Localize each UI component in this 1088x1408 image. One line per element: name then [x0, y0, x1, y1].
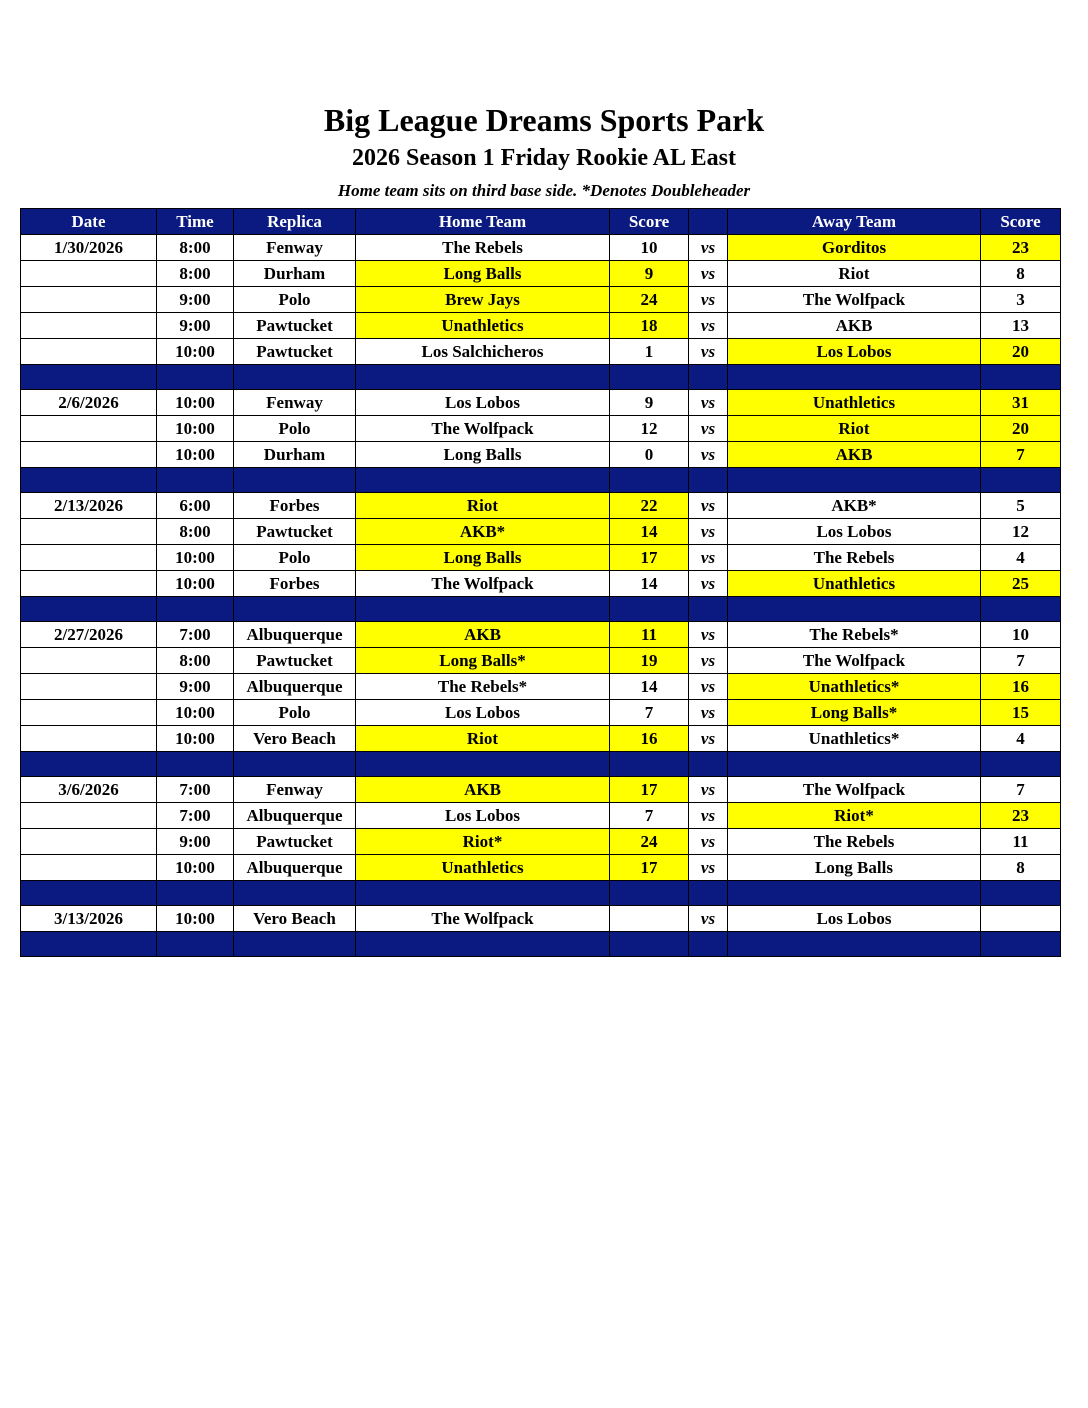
- replica-cell: Polo: [234, 700, 356, 726]
- table-row: [21, 700, 1061, 726]
- separator-cell: [356, 752, 610, 777]
- home-team-cell: AKB*: [356, 519, 610, 545]
- home-score-cell: 9: [610, 261, 689, 287]
- col-header-vs: [689, 209, 728, 235]
- separator-cell: [356, 365, 610, 390]
- away-score-cell: 23: [981, 803, 1061, 829]
- away-score-cell: 4: [981, 726, 1061, 752]
- away-team-cell: The Wolfpack: [728, 777, 981, 803]
- separator-row: [21, 932, 1061, 957]
- time-cell: 9:00: [157, 313, 234, 339]
- vs-cell: vs: [689, 519, 728, 545]
- date-cell: [21, 726, 157, 752]
- table-row: [21, 519, 1061, 545]
- separator-cell: [610, 365, 689, 390]
- table-row: [21, 803, 1061, 829]
- away-team-cell: Gorditos: [728, 235, 981, 261]
- date-cell: [21, 829, 157, 855]
- home-score-cell: 9: [610, 390, 689, 416]
- separator-cell: [981, 932, 1061, 957]
- time-cell: 7:00: [157, 622, 234, 648]
- home-team-cell: Long Balls: [356, 261, 610, 287]
- vs-cell: vs: [689, 726, 728, 752]
- vs-cell: vs: [689, 442, 728, 468]
- away-team-cell: Unathletics*: [728, 726, 981, 752]
- away-score-cell: 4: [981, 545, 1061, 571]
- replica-cell: Albuquerque: [234, 803, 356, 829]
- replica-cell: Forbes: [234, 493, 356, 519]
- home-team-cell: Long Balls: [356, 545, 610, 571]
- date-cell: [21, 519, 157, 545]
- separator-cell: [689, 932, 728, 957]
- replica-cell: Polo: [234, 545, 356, 571]
- separator-row: [21, 752, 1061, 777]
- home-score-cell: [610, 906, 689, 932]
- separator-cell: [157, 932, 234, 957]
- separator-cell: [981, 752, 1061, 777]
- date-cell: [21, 442, 157, 468]
- table-row: [21, 339, 1061, 365]
- time-cell: 7:00: [157, 777, 234, 803]
- schedule-body: [21, 235, 1061, 957]
- time-cell: 10:00: [157, 416, 234, 442]
- vs-cell: vs: [689, 700, 728, 726]
- away-score-cell: 7: [981, 442, 1061, 468]
- away-score-cell: 8: [981, 261, 1061, 287]
- separator-cell: [689, 365, 728, 390]
- home-score-cell: 22: [610, 493, 689, 519]
- vs-cell: vs: [689, 829, 728, 855]
- vs-cell: vs: [689, 571, 728, 597]
- table-row: [21, 313, 1061, 339]
- away-score-cell: 10: [981, 622, 1061, 648]
- date-cell: 3/6/2026: [21, 777, 157, 803]
- replica-cell: Pawtucket: [234, 339, 356, 365]
- separator-cell: [689, 468, 728, 493]
- away-team-cell: AKB: [728, 313, 981, 339]
- separator-cell: [21, 932, 157, 957]
- away-score-cell: 3: [981, 287, 1061, 313]
- away-score-cell: 16: [981, 674, 1061, 700]
- table-row: [21, 571, 1061, 597]
- time-cell: 6:00: [157, 493, 234, 519]
- replica-cell: Fenway: [234, 235, 356, 261]
- replica-cell: Fenway: [234, 777, 356, 803]
- separator-cell: [157, 365, 234, 390]
- table-row: [21, 416, 1061, 442]
- away-team-cell: Los Lobos: [728, 339, 981, 365]
- home-team-cell: Los Lobos: [356, 390, 610, 416]
- date-cell: [21, 416, 157, 442]
- separator-cell: [234, 932, 356, 957]
- home-score-cell: 24: [610, 829, 689, 855]
- table-row: [21, 855, 1061, 881]
- vs-cell: vs: [689, 235, 728, 261]
- separator-cell: [21, 881, 157, 906]
- col-header-away-team: Away Team: [728, 209, 981, 235]
- replica-cell: Vero Beach: [234, 726, 356, 752]
- home-score-cell: 18: [610, 313, 689, 339]
- home-team-cell: The Wolfpack: [356, 416, 610, 442]
- table-row: [21, 493, 1061, 519]
- date-cell: 2/27/2026: [21, 622, 157, 648]
- away-score-cell: 15: [981, 700, 1061, 726]
- separator-cell: [981, 881, 1061, 906]
- replica-cell: Polo: [234, 287, 356, 313]
- col-header-time: Time: [157, 209, 234, 235]
- separator-cell: [21, 468, 157, 493]
- replica-cell: Durham: [234, 261, 356, 287]
- away-score-cell: 8: [981, 855, 1061, 881]
- separator-cell: [728, 597, 981, 622]
- date-cell: 2/6/2026: [21, 390, 157, 416]
- separator-cell: [689, 881, 728, 906]
- col-header-home-score: Score: [610, 209, 689, 235]
- separator-row: [21, 365, 1061, 390]
- away-team-cell: Long Balls: [728, 855, 981, 881]
- away-team-cell: Riot: [728, 261, 981, 287]
- home-score-cell: 1: [610, 339, 689, 365]
- away-team-cell: The Rebels: [728, 829, 981, 855]
- date-cell: [21, 545, 157, 571]
- separator-cell: [610, 468, 689, 493]
- away-team-cell: The Rebels: [728, 545, 981, 571]
- time-cell: 10:00: [157, 571, 234, 597]
- home-team-cell: Brew Jays: [356, 287, 610, 313]
- separator-cell: [728, 932, 981, 957]
- time-cell: 7:00: [157, 803, 234, 829]
- date-cell: 2/13/2026: [21, 493, 157, 519]
- date-cell: [21, 803, 157, 829]
- separator-cell: [356, 597, 610, 622]
- away-team-cell: AKB*: [728, 493, 981, 519]
- table-row: [21, 390, 1061, 416]
- separator-cell: [21, 365, 157, 390]
- home-team-cell: Long Balls: [356, 442, 610, 468]
- table-row: [21, 829, 1061, 855]
- time-cell: 8:00: [157, 261, 234, 287]
- home-score-cell: 14: [610, 674, 689, 700]
- home-team-cell: The Rebels*: [356, 674, 610, 700]
- table-row: [21, 545, 1061, 571]
- date-cell: [21, 674, 157, 700]
- col-header-away-score: Score: [981, 209, 1061, 235]
- home-team-cell: Los Lobos: [356, 803, 610, 829]
- col-header-replica: Replica: [234, 209, 356, 235]
- replica-cell: Polo: [234, 416, 356, 442]
- vs-cell: vs: [689, 622, 728, 648]
- separator-cell: [157, 468, 234, 493]
- home-score-cell: 14: [610, 519, 689, 545]
- replica-cell: Albuquerque: [234, 855, 356, 881]
- replica-cell: Pawtucket: [234, 519, 356, 545]
- page-title: Big League Dreams Sports Park: [323, 102, 765, 138]
- separator-cell: [689, 597, 728, 622]
- away-score-cell: 31: [981, 390, 1061, 416]
- time-cell: 10:00: [157, 545, 234, 571]
- separator-cell: [728, 752, 981, 777]
- separator-cell: [234, 597, 356, 622]
- home-team-cell: The Wolfpack: [356, 571, 610, 597]
- replica-cell: Albuquerque: [234, 674, 356, 700]
- home-score-cell: 16: [610, 726, 689, 752]
- separator-cell: [157, 597, 234, 622]
- replica-cell: Pawtucket: [234, 829, 356, 855]
- away-score-cell: 7: [981, 648, 1061, 674]
- home-score-cell: 7: [610, 803, 689, 829]
- home-score-cell: 14: [610, 571, 689, 597]
- separator-cell: [610, 597, 689, 622]
- away-score-cell: [981, 906, 1061, 932]
- separator-cell: [981, 468, 1061, 493]
- away-team-cell: Los Lobos: [728, 906, 981, 932]
- separator-cell: [728, 881, 981, 906]
- date-cell: [21, 571, 157, 597]
- away-score-cell: 13: [981, 313, 1061, 339]
- vs-cell: vs: [689, 906, 728, 932]
- home-team-cell: AKB: [356, 777, 610, 803]
- away-score-cell: 25: [981, 571, 1061, 597]
- separator-cell: [981, 597, 1061, 622]
- separator-cell: [234, 881, 356, 906]
- home-team-cell: The Wolfpack: [356, 906, 610, 932]
- col-header-home-team: Home Team: [356, 209, 610, 235]
- table-row: [21, 287, 1061, 313]
- table-row: [21, 726, 1061, 752]
- date-cell: [21, 261, 157, 287]
- replica-cell: Pawtucket: [234, 313, 356, 339]
- separator-cell: [157, 752, 234, 777]
- home-score-cell: 24: [610, 287, 689, 313]
- away-team-cell: Unathletics: [728, 571, 981, 597]
- away-score-cell: 20: [981, 416, 1061, 442]
- date-cell: [21, 287, 157, 313]
- separator-row: [21, 881, 1061, 906]
- away-score-cell: 7: [981, 777, 1061, 803]
- separator-cell: [234, 468, 356, 493]
- home-team-cell: The Rebels: [356, 235, 610, 261]
- replica-cell: Vero Beach: [234, 906, 356, 932]
- vs-cell: vs: [689, 545, 728, 571]
- home-score-cell: 17: [610, 777, 689, 803]
- home-score-cell: 17: [610, 545, 689, 571]
- schedule-table: [20, 208, 1061, 957]
- date-cell: [21, 313, 157, 339]
- time-cell: 10:00: [157, 700, 234, 726]
- vs-cell: vs: [689, 674, 728, 700]
- time-cell: 8:00: [157, 648, 234, 674]
- time-cell: 9:00: [157, 287, 234, 313]
- time-cell: 10:00: [157, 442, 234, 468]
- vs-cell: vs: [689, 261, 728, 287]
- separator-cell: [610, 752, 689, 777]
- table-row: [21, 906, 1061, 932]
- home-score-cell: 12: [610, 416, 689, 442]
- home-score-cell: 10: [610, 235, 689, 261]
- away-score-cell: 11: [981, 829, 1061, 855]
- vs-cell: vs: [689, 855, 728, 881]
- vs-cell: vs: [689, 777, 728, 803]
- away-score-cell: 20: [981, 339, 1061, 365]
- table-row: [21, 674, 1061, 700]
- time-cell: 8:00: [157, 235, 234, 261]
- time-cell: 10:00: [157, 855, 234, 881]
- vs-cell: vs: [689, 416, 728, 442]
- replica-cell: Fenway: [234, 390, 356, 416]
- away-team-cell: Long Balls*: [728, 700, 981, 726]
- date-cell: [21, 339, 157, 365]
- away-team-cell: The Wolfpack: [728, 287, 981, 313]
- vs-cell: vs: [689, 493, 728, 519]
- vs-cell: vs: [689, 287, 728, 313]
- separator-cell: [234, 365, 356, 390]
- separator-cell: [689, 752, 728, 777]
- home-score-cell: 7: [610, 700, 689, 726]
- away-team-cell: Riot: [728, 416, 981, 442]
- page-note: Home team sits on third base side. *Denotes Doubleheader: [337, 181, 751, 200]
- home-team-cell: Long Balls*: [356, 648, 610, 674]
- table-row: [21, 648, 1061, 674]
- vs-cell: vs: [689, 390, 728, 416]
- separator-cell: [157, 881, 234, 906]
- separator-cell: [356, 932, 610, 957]
- table-row: [21, 777, 1061, 803]
- time-cell: 10:00: [157, 906, 234, 932]
- time-cell: 9:00: [157, 674, 234, 700]
- vs-cell: vs: [689, 803, 728, 829]
- separator-cell: [981, 365, 1061, 390]
- home-team-cell: Riot: [356, 726, 610, 752]
- date-cell: 3/13/2026: [21, 906, 157, 932]
- replica-cell: Durham: [234, 442, 356, 468]
- replica-cell: Forbes: [234, 571, 356, 597]
- away-team-cell: The Wolfpack: [728, 648, 981, 674]
- date-cell: 1/30/2026: [21, 235, 157, 261]
- home-team-cell: Unathletics: [356, 313, 610, 339]
- separator-cell: [728, 365, 981, 390]
- home-team-cell: Riot*: [356, 829, 610, 855]
- away-score-cell: 5: [981, 493, 1061, 519]
- separator-row: [21, 468, 1061, 493]
- table-row: [21, 235, 1061, 261]
- vs-cell: vs: [689, 648, 728, 674]
- home-team-cell: Unathletics: [356, 855, 610, 881]
- home-score-cell: 17: [610, 855, 689, 881]
- away-team-cell: AKB: [728, 442, 981, 468]
- page-subtitle: 2026 Season 1 Friday Rookie AL East: [351, 145, 737, 171]
- table-row: [21, 622, 1061, 648]
- away-score-cell: 23: [981, 235, 1061, 261]
- separator-cell: [610, 932, 689, 957]
- separator-cell: [728, 468, 981, 493]
- date-cell: [21, 855, 157, 881]
- home-team-cell: Riot: [356, 493, 610, 519]
- separator-cell: [356, 468, 610, 493]
- time-cell: 9:00: [157, 829, 234, 855]
- time-cell: 10:00: [157, 726, 234, 752]
- vs-cell: vs: [689, 313, 728, 339]
- separator-row: [21, 597, 1061, 622]
- home-team-cell: AKB: [356, 622, 610, 648]
- away-team-cell: Unathletics*: [728, 674, 981, 700]
- date-cell: [21, 648, 157, 674]
- home-score-cell: 11: [610, 622, 689, 648]
- table-row: [21, 442, 1061, 468]
- away-team-cell: The Rebels*: [728, 622, 981, 648]
- home-score-cell: 19: [610, 648, 689, 674]
- replica-cell: Albuquerque: [234, 622, 356, 648]
- home-score-cell: 0: [610, 442, 689, 468]
- vs-cell: vs: [689, 339, 728, 365]
- table-row: [21, 261, 1061, 287]
- away-team-cell: Unathletics: [728, 390, 981, 416]
- separator-cell: [356, 881, 610, 906]
- time-cell: 10:00: [157, 390, 234, 416]
- time-cell: 10:00: [157, 339, 234, 365]
- separator-cell: [21, 597, 157, 622]
- away-team-cell: Riot*: [728, 803, 981, 829]
- separator-cell: [610, 881, 689, 906]
- home-team-cell: Los Lobos: [356, 700, 610, 726]
- col-header-date: Date: [21, 209, 157, 235]
- date-cell: [21, 700, 157, 726]
- separator-cell: [21, 752, 157, 777]
- header-row: [21, 209, 1061, 235]
- away-score-cell: 12: [981, 519, 1061, 545]
- home-team-cell: Los Salchicheros: [356, 339, 610, 365]
- time-cell: 8:00: [157, 519, 234, 545]
- replica-cell: Pawtucket: [234, 648, 356, 674]
- separator-cell: [234, 752, 356, 777]
- away-team-cell: Los Lobos: [728, 519, 981, 545]
